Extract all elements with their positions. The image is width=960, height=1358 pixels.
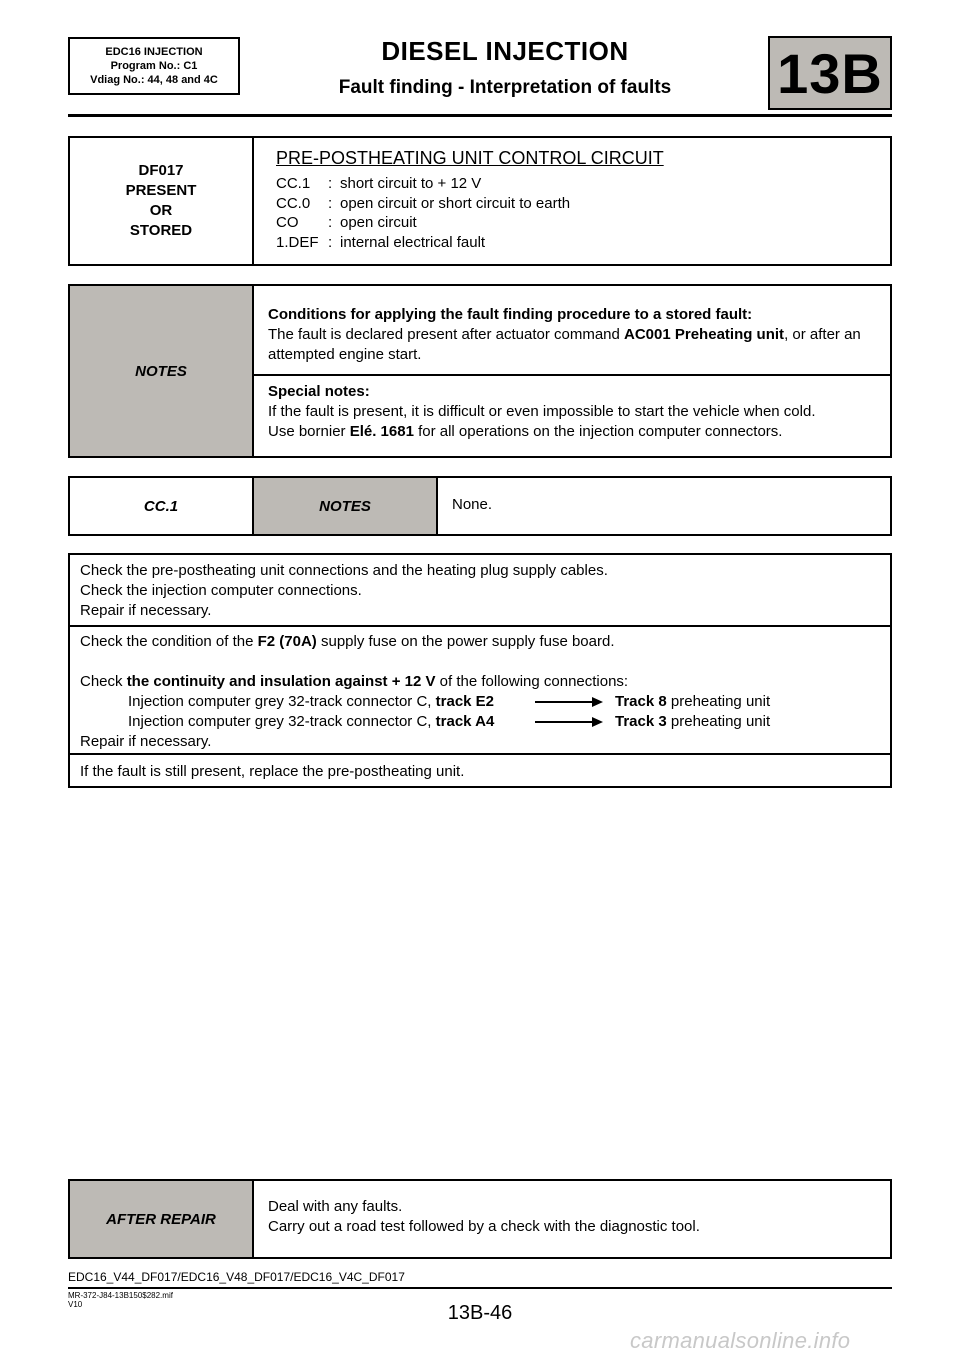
after-repair-label: AFTER REPAIR	[70, 1181, 254, 1257]
step2-fuse-line	[80, 632, 880, 652]
to-track: Track 8	[615, 693, 667, 710]
text-span: Injection computer grey 32-track connector C,	[128, 713, 436, 730]
from-track: track E2	[435, 693, 495, 710]
step1-line1: Check the pre-postheating unit connections and the heating plug supply cables.	[80, 562, 608, 579]
notes-conditions	[268, 305, 880, 365]
fault-code-desc: open circuit	[340, 214, 417, 231]
notes-label: NOTES	[70, 286, 254, 456]
watermark: carmanualsonline.info	[630, 1328, 851, 1353]
footer-reference: EDC16_V44_DF017/EDC16_V48_DF017/EDC16_V4C_DF017	[68, 1270, 405, 1284]
footer-mr-line1: MR-372-J84-13B150$282.mif	[68, 1291, 173, 1300]
check-type: the continuity and insulation against + 12 V	[126, 673, 436, 690]
text-span: preheating unit	[666, 713, 771, 730]
fault-code: DF017	[138, 162, 184, 179]
fault-code-id: CC.0	[276, 194, 311, 212]
notes-special-heading: Special notes:	[268, 383, 370, 400]
fault-status-cell	[70, 138, 254, 264]
footer-document-id	[68, 1291, 173, 1309]
text-span: Check	[80, 673, 127, 690]
page-number: 13B-46	[447, 1302, 513, 1324]
connection-from	[80, 712, 535, 732]
fault-code-id: CO	[276, 214, 299, 231]
fault-code-sep: :	[328, 214, 333, 231]
fault-status-present: PRESENT	[125, 182, 197, 199]
arrow-right-icon	[535, 697, 603, 707]
notes-conditions-text	[268, 325, 880, 365]
step2-check-line	[80, 672, 880, 692]
notes-panel	[68, 284, 892, 458]
fault-code-sep: :	[328, 194, 333, 212]
fault-code-sep: :	[328, 175, 333, 192]
text-span: for all operations on the injection computer connectors.	[413, 423, 783, 440]
fault-status-stored: STORED	[129, 222, 193, 239]
after-repair-line2: Carry out a road test followed by a check with the diagnostic tool.	[268, 1218, 700, 1235]
tool-ref: Elé. 1681	[349, 423, 414, 440]
step2-repair: Repair if necessary.	[80, 733, 212, 750]
page-title: DIESEL INJECTION	[381, 36, 629, 66]
after-repair-line1: Deal with any faults.	[268, 1198, 403, 1215]
fault-code-desc: short circuit to + 12 V	[340, 175, 482, 192]
header-vdiag-label: Vdiag No.: 44, 48 and 4C	[90, 74, 218, 86]
footer-divider	[68, 1287, 892, 1289]
text-span: Injection computer grey 32-track connector C,	[128, 693, 436, 710]
connection-to	[615, 692, 770, 712]
procedure-step-1	[80, 561, 880, 621]
after-repair-text	[268, 1197, 880, 1237]
procedure-step-2	[80, 632, 880, 752]
fault-code-row	[276, 233, 570, 253]
text-span: Check the condition of the	[80, 633, 258, 650]
fault-code-desc: internal electrical fault	[340, 233, 486, 251]
connection-to	[615, 712, 770, 732]
header-vehicle-info	[68, 37, 240, 95]
text-span: supply fuse on the power supply fuse board.	[316, 633, 615, 650]
fault-code-list	[276, 174, 570, 252]
notes-special	[268, 382, 880, 442]
from-track: track A4	[435, 713, 495, 730]
text-span: Use bornier	[268, 423, 350, 440]
footer-mr-line2: V10	[68, 1300, 83, 1309]
to-track: Track 3	[615, 713, 667, 730]
fuse-ref: F2 (70A)	[257, 633, 317, 650]
text-span: of the following connections:	[435, 673, 629, 690]
cc1-panel	[68, 476, 892, 536]
header-program-label: Program No.: C1	[110, 60, 198, 72]
arrow-right-icon	[535, 717, 603, 727]
fault-code-row	[276, 194, 570, 214]
fault-title: PRE-POSTHEATING UNIT CONTROL CIRCUIT	[276, 148, 664, 168]
notes-special-line1: If the fault is present, it is difficult or even impossible to start the vehicle when cold.	[268, 403, 816, 420]
fault-panel	[68, 136, 892, 266]
connection-from	[80, 692, 535, 712]
fault-code-desc: open circuit or short circuit to earth	[340, 194, 571, 212]
page-subtitle: Fault finding - Interpretation of faults	[338, 77, 672, 98]
actuator-command-ref: AC001 Preheating unit	[624, 326, 785, 343]
procedure-step-3: If the fault is still present, replace the pre-postheating unit.	[80, 763, 465, 780]
fault-code-id: CC.1	[276, 175, 311, 192]
text-span: preheating unit	[666, 693, 771, 710]
notes-divider	[252, 374, 890, 376]
header-divider	[68, 114, 892, 117]
fault-code-row	[276, 174, 570, 194]
cc1-notes-value: None.	[452, 496, 493, 513]
fault-code-sep: :	[328, 233, 333, 251]
connection-row	[80, 712, 880, 732]
step1-line2: Check the injection computer connections.	[80, 582, 362, 599]
spacer	[80, 652, 880, 672]
notes-conditions-heading: Conditions for applying the fault finding procedure to a stored fault:	[268, 306, 753, 323]
procedure-panel	[68, 553, 892, 788]
header-injection-label: EDC16 INJECTION	[105, 46, 203, 58]
procedure-divider	[70, 753, 890, 755]
step1-line3: Repair if necessary.	[80, 602, 212, 619]
section-code-badge: 13B	[768, 36, 892, 110]
cc1-code: CC.1	[70, 478, 254, 534]
notes-special-line2	[268, 422, 880, 442]
procedure-divider	[70, 625, 890, 627]
text-span: , or after an attempted engine start.	[268, 326, 861, 363]
fault-status-or: OR	[149, 202, 173, 219]
fault-code-id: 1.DEF	[276, 233, 319, 251]
text-span: The fault is declared present after actuator command	[268, 326, 625, 343]
after-repair-panel	[68, 1179, 892, 1259]
connection-row	[80, 692, 880, 712]
cc1-notes-label: NOTES	[254, 478, 438, 534]
fault-code-row	[276, 213, 570, 233]
